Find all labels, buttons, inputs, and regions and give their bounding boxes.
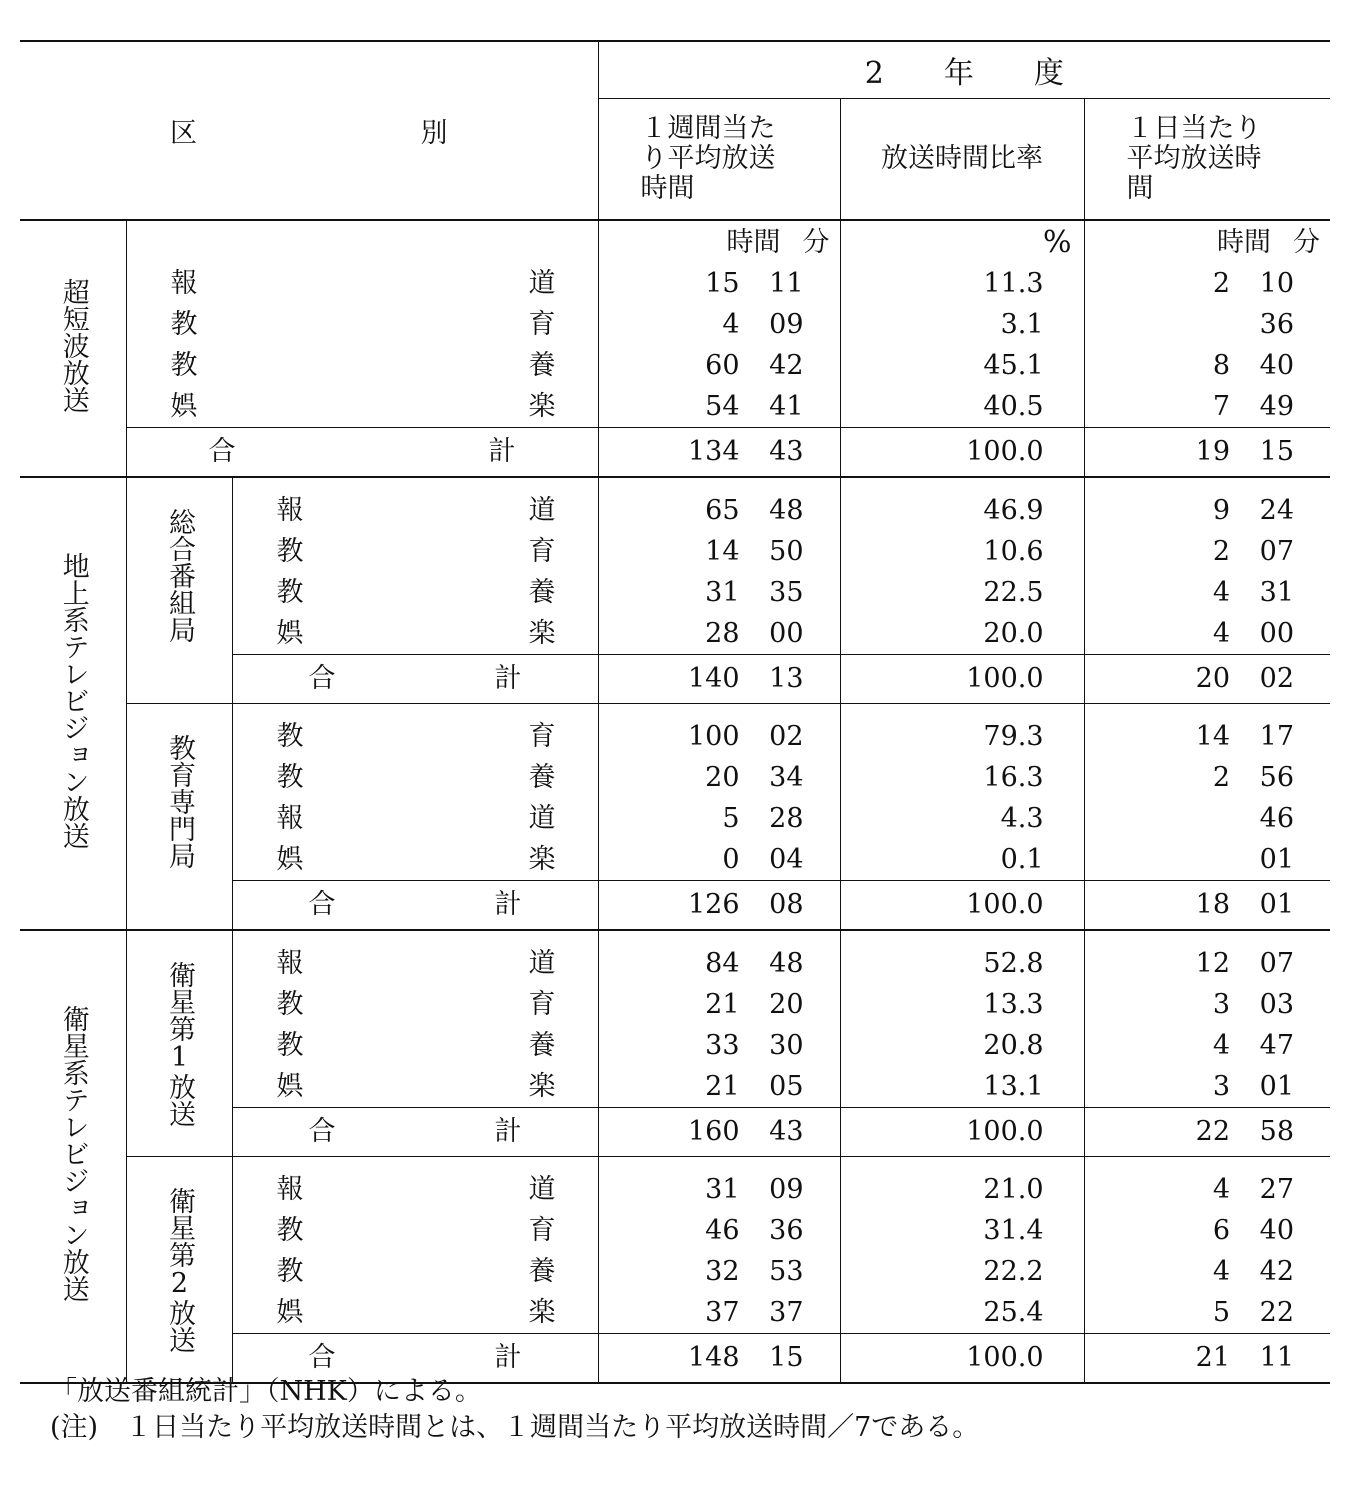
ratio-header: 放送時間比率 [840, 99, 1084, 221]
daily-avg-header: １日当たり平均放送時間 [1084, 99, 1330, 221]
daily-time [1085, 655, 1295, 703]
header-row-year [20, 41, 1330, 99]
hours-value: 21 [1195, 1342, 1231, 1373]
daily-time [1085, 386, 1295, 427]
weekly-time [599, 531, 804, 572]
minutes-value: 42 [1259, 1256, 1295, 1287]
weekly-time [599, 655, 804, 703]
category-labels [232, 704, 598, 881]
total-label: 合 計 [232, 1108, 598, 1157]
daily-time [1085, 757, 1295, 798]
category-rows [20, 1157, 1330, 1334]
category-label: 娯 楽 [276, 618, 556, 649]
category-label: 娯 楽 [276, 844, 556, 875]
section-label-satellite-tv: 衛星系テレビジョン放送 [20, 930, 126, 1383]
daily-values [1084, 220, 1330, 428]
daily-time [1085, 1108, 1295, 1156]
group-label: 総合番組局 [126, 477, 232, 704]
minutes-value: 03 [1259, 989, 1295, 1020]
hours-value: 19 [1195, 436, 1231, 467]
category-label: 報 道 [276, 803, 556, 834]
category-rows [20, 930, 1330, 1108]
daily-time [1085, 1169, 1295, 1210]
ratio-values [840, 220, 1084, 428]
daily-time [1085, 428, 1295, 476]
minutes-value: 37 [769, 1297, 804, 1328]
ratio-value: 25.4 [983, 1297, 1044, 1328]
category-label: 教 育 [276, 1215, 556, 1246]
minutes-value: 56 [1259, 762, 1295, 793]
hours-value: 21 [705, 989, 740, 1020]
hours-value: 126 [687, 889, 740, 920]
section-label-terrestrial-tv: 地上系テレビジョン放送 [20, 477, 126, 930]
minutes-value: 30 [769, 1030, 804, 1061]
minutes-value: 40 [1259, 350, 1295, 381]
hours-value: 22 [1195, 1116, 1231, 1147]
total-label: 合 計 [232, 655, 598, 704]
weekly-values [598, 220, 840, 428]
hours-value: 8 [1212, 350, 1231, 381]
weekly-time [599, 304, 804, 345]
weekly-values [598, 930, 840, 1108]
weekly-time [599, 1210, 804, 1251]
total-ratio: 100.0 [840, 655, 1084, 704]
category-label: 報 道 [170, 268, 556, 299]
hours-value: 4 [1212, 1030, 1231, 1061]
ratio-value: 79.3 [983, 721, 1044, 752]
hours-value: 160 [687, 1116, 740, 1147]
hours-value: 20 [1195, 663, 1231, 694]
hours-value: 60 [705, 350, 740, 381]
minutes-value: 43 [769, 1116, 804, 1147]
minutes-value: 20 [769, 989, 804, 1020]
ratio-value: 40.5 [983, 391, 1044, 422]
daily-time [1085, 1210, 1295, 1251]
weekly-values [598, 704, 840, 881]
ratio-value: 10.6 [983, 536, 1044, 567]
ratio-values [840, 1157, 1084, 1334]
weekly-time [599, 881, 804, 929]
daily-time [1085, 1292, 1295, 1333]
total-daily [1084, 428, 1330, 478]
minutes-value: 01 [1259, 889, 1295, 920]
unit-hour-minute: 時間 分 [726, 227, 830, 258]
hours-value: 6 [1212, 1215, 1231, 1246]
minutes-value: 10 [1259, 268, 1295, 299]
kubetsu-header: 区 別 [170, 118, 448, 149]
minutes-value: 27 [1259, 1174, 1295, 1205]
hours-value: 7 [1212, 391, 1231, 422]
daily-time [1085, 345, 1295, 386]
hours-value [1170, 304, 1230, 345]
minutes-value: 36 [1259, 309, 1295, 340]
weekly-time [599, 1169, 804, 1210]
weekly-values [598, 477, 840, 655]
minutes-value: 04 [769, 844, 804, 875]
daily-time [1085, 1251, 1295, 1292]
minutes-value: 15 [769, 1342, 804, 1373]
daily-time [1085, 943, 1295, 984]
category-labels [232, 930, 598, 1108]
total-weekly [598, 1108, 840, 1157]
category-rows [20, 704, 1330, 881]
total-ratio: 100.0 [840, 1108, 1084, 1157]
daily-time [1085, 304, 1295, 345]
daily-values [1084, 704, 1330, 881]
hours-value: 18 [1195, 889, 1231, 920]
category-label: 教 育 [276, 989, 556, 1020]
ratio-value: 52.8 [983, 948, 1044, 979]
ratio-value: 20.0 [983, 618, 1044, 649]
hours-value: 4 [1212, 618, 1231, 649]
weekly-time [599, 839, 804, 880]
category-label: 教 育 [170, 309, 556, 340]
weekly-time [599, 490, 804, 531]
category-label: 報 道 [276, 1174, 556, 1205]
total-weekly [598, 655, 840, 704]
daily-time [1085, 798, 1295, 839]
total-label: 合 計 [126, 428, 598, 478]
category-labels [232, 1157, 598, 1334]
category-label: 報 道 [276, 948, 556, 979]
minutes-value: 41 [769, 391, 804, 422]
ratio-values [840, 477, 1084, 655]
hours-value [1170, 839, 1230, 880]
hours-value: 3 [1212, 989, 1231, 1020]
weekly-time [599, 1292, 804, 1333]
hours-value: 5 [1212, 1297, 1231, 1328]
minutes-value: 15 [1259, 436, 1295, 467]
hours-value: 84 [705, 948, 740, 979]
hours-value: 54 [705, 391, 740, 422]
ratio-value: 20.8 [983, 1030, 1044, 1061]
weekly-time [599, 428, 804, 476]
ratio-value: 31.4 [983, 1215, 1044, 1246]
hours-value: 4 [1212, 577, 1231, 608]
minutes-value: 07 [1259, 536, 1295, 567]
category-rows [20, 477, 1330, 655]
category-label: 教 育 [276, 536, 556, 567]
minutes-value: 05 [769, 1071, 804, 1102]
ratio-value: 13.3 [983, 989, 1044, 1020]
minutes-value: 34 [769, 762, 804, 793]
hours-value: 2 [1212, 762, 1231, 793]
daily-values [1084, 1157, 1330, 1334]
category-label: 教 養 [276, 762, 556, 793]
ratio-value: 22.5 [983, 577, 1044, 608]
total-weekly [598, 428, 840, 478]
daily-time [1085, 531, 1295, 572]
weekly-time [599, 1108, 804, 1156]
hours-value: 4 [722, 309, 740, 340]
category-label: 報 道 [276, 495, 556, 526]
weekly-time [599, 984, 804, 1025]
total-ratio: 100.0 [840, 428, 1084, 478]
minutes-value: 01 [1259, 844, 1295, 875]
weekly-time [599, 1025, 804, 1066]
daily-time [1085, 490, 1295, 531]
ratio-value: 45.1 [983, 350, 1044, 381]
hours-value: 46 [705, 1215, 740, 1246]
category-label: 娯 楽 [276, 1071, 556, 1102]
group-label: 教育専門局 [126, 704, 232, 931]
category-label: 教 養 [276, 1256, 556, 1287]
minutes-value: 08 [769, 889, 804, 920]
minutes-value: 11 [1259, 1342, 1295, 1373]
minutes-value: 07 [1259, 948, 1295, 979]
weekly-time [599, 1066, 804, 1107]
hours-value: 31 [705, 1174, 740, 1205]
category-rows [20, 220, 1330, 428]
minutes-value: 36 [769, 1215, 804, 1246]
hours-value: 14 [705, 536, 740, 567]
hours-value: 2 [1212, 268, 1231, 299]
hours-value: 20 [705, 762, 740, 793]
total-ratio: 100.0 [840, 881, 1084, 931]
minutes-value: 09 [769, 309, 804, 340]
weekly-time [599, 345, 804, 386]
minutes-value: 02 [769, 721, 804, 752]
category-label: 教 養 [170, 350, 556, 381]
footnote: (注) １日当たり平均放送時間とは、１週間当たり平均放送時間／7である。 [50, 1412, 980, 1443]
group-label: 衛星第1放送 [126, 930, 232, 1157]
total-daily [1084, 881, 1330, 931]
hours-value: 12 [1195, 948, 1231, 979]
broadcast-time-table [20, 40, 1330, 1384]
hours-value [1170, 798, 1230, 839]
hours-value: 4 [1212, 1174, 1231, 1205]
minutes-value: 24 [1259, 495, 1295, 526]
hours-value: 0 [722, 844, 740, 875]
daily-time [1085, 839, 1295, 880]
daily-time [1085, 716, 1295, 757]
weekly-avg-header: １週間当たり平均放送時間 [598, 99, 840, 221]
total-label: 合 計 [232, 1334, 598, 1384]
minutes-value: 49 [1259, 391, 1295, 422]
hours-value: 32 [705, 1256, 740, 1287]
minutes-value: 00 [769, 618, 804, 649]
hours-value: 148 [687, 1342, 740, 1373]
daily-values [1084, 930, 1330, 1108]
hours-value: 33 [705, 1030, 740, 1061]
minutes-value: 47 [1259, 1030, 1295, 1061]
hours-value: 31 [705, 577, 740, 608]
total-ratio: 100.0 [840, 1334, 1084, 1384]
weekly-time [599, 386, 804, 427]
category-label: 娯 楽 [170, 391, 556, 422]
daily-time [1085, 572, 1295, 613]
minutes-value: 43 [769, 436, 804, 467]
weekly-time [599, 757, 804, 798]
category-label: 娯 楽 [276, 1297, 556, 1328]
daily-values [1084, 477, 1330, 655]
total-daily [1084, 1108, 1330, 1157]
hours-value: 65 [705, 495, 740, 526]
minutes-value: 02 [1259, 663, 1295, 694]
daily-time [1085, 984, 1295, 1025]
minutes-value: 22 [1259, 1297, 1295, 1328]
weekly-time [599, 613, 804, 654]
hours-value: 100 [687, 721, 740, 752]
ratio-values [840, 704, 1084, 881]
hours-value: 2 [1212, 536, 1231, 567]
minutes-value: 46 [1259, 803, 1295, 834]
minutes-value: 35 [769, 577, 804, 608]
hours-value: 14 [1195, 721, 1231, 752]
minutes-value: 13 [769, 663, 804, 694]
weekly-time [599, 943, 804, 984]
total-row [20, 428, 1330, 478]
minutes-value: 48 [769, 495, 804, 526]
hours-value: 140 [687, 663, 740, 694]
total-daily [1084, 1334, 1330, 1384]
ratio-value: 4.3 [1000, 803, 1044, 834]
minutes-value: 01 [1259, 1071, 1295, 1102]
weekly-time [599, 263, 804, 304]
section-label-fm: 超短波放送 [20, 220, 126, 477]
minutes-value: 53 [769, 1256, 804, 1287]
minutes-value: 00 [1259, 618, 1295, 649]
total-label: 合 計 [232, 881, 598, 931]
ratio-values [840, 930, 1084, 1108]
minutes-value: 17 [1259, 721, 1295, 752]
minutes-value: 09 [769, 1174, 804, 1205]
hours-value: 134 [687, 436, 740, 467]
ratio-value: 13.1 [983, 1071, 1044, 1102]
category-label: 教 養 [276, 1030, 556, 1061]
category-label: 教 育 [276, 721, 556, 752]
minutes-value: 42 [769, 350, 804, 381]
minutes-value: 48 [769, 948, 804, 979]
daily-time [1085, 1066, 1295, 1107]
hours-value: 9 [1212, 495, 1231, 526]
weekly-values [598, 1157, 840, 1334]
ratio-value: 46.9 [983, 495, 1044, 526]
unit-percent: % [1043, 225, 1072, 260]
daily-time [1085, 263, 1295, 304]
ratio-value: 22.2 [983, 1256, 1044, 1287]
hours-value: 37 [705, 1297, 740, 1328]
ratio-value: 16.3 [983, 762, 1044, 793]
daily-time [1085, 1334, 1295, 1382]
daily-time [1085, 881, 1295, 929]
table-notes [50, 1374, 979, 1446]
ratio-value: 0.1 [1000, 844, 1044, 875]
ratio-value: 21.0 [983, 1174, 1044, 1205]
minutes-value: 40 [1259, 1215, 1295, 1246]
category-labels [126, 220, 598, 428]
year-header: 2 年 度 [598, 41, 1330, 99]
ratio-value: 3.1 [1000, 309, 1044, 340]
category-labels [232, 477, 598, 655]
total-weekly [598, 881, 840, 931]
group-label: 衛星第2放送 [126, 1157, 232, 1384]
weekly-time [599, 798, 804, 839]
minutes-value: 50 [769, 536, 804, 567]
weekly-time [599, 1251, 804, 1292]
hours-value: 28 [705, 618, 740, 649]
hours-value: 5 [722, 803, 740, 834]
minutes-value: 11 [769, 268, 804, 299]
total-daily [1084, 655, 1330, 704]
weekly-time [599, 716, 804, 757]
ratio-value: 11.3 [983, 268, 1044, 299]
source-note: 「放送番組統計」（NHK）による。 [50, 1376, 482, 1407]
hours-value: 3 [1212, 1071, 1231, 1102]
hours-value: 21 [705, 1071, 740, 1102]
minutes-value: 58 [1259, 1116, 1295, 1147]
hours-value: 4 [1212, 1256, 1231, 1287]
weekly-time [599, 572, 804, 613]
daily-time [1085, 613, 1295, 654]
daily-time [1085, 1025, 1295, 1066]
category-label: 教 養 [276, 577, 556, 608]
hours-value: 15 [705, 268, 740, 299]
minutes-value: 28 [769, 803, 804, 834]
unit-hour-minute: 時間 分 [1217, 227, 1321, 258]
minutes-value: 31 [1259, 577, 1295, 608]
